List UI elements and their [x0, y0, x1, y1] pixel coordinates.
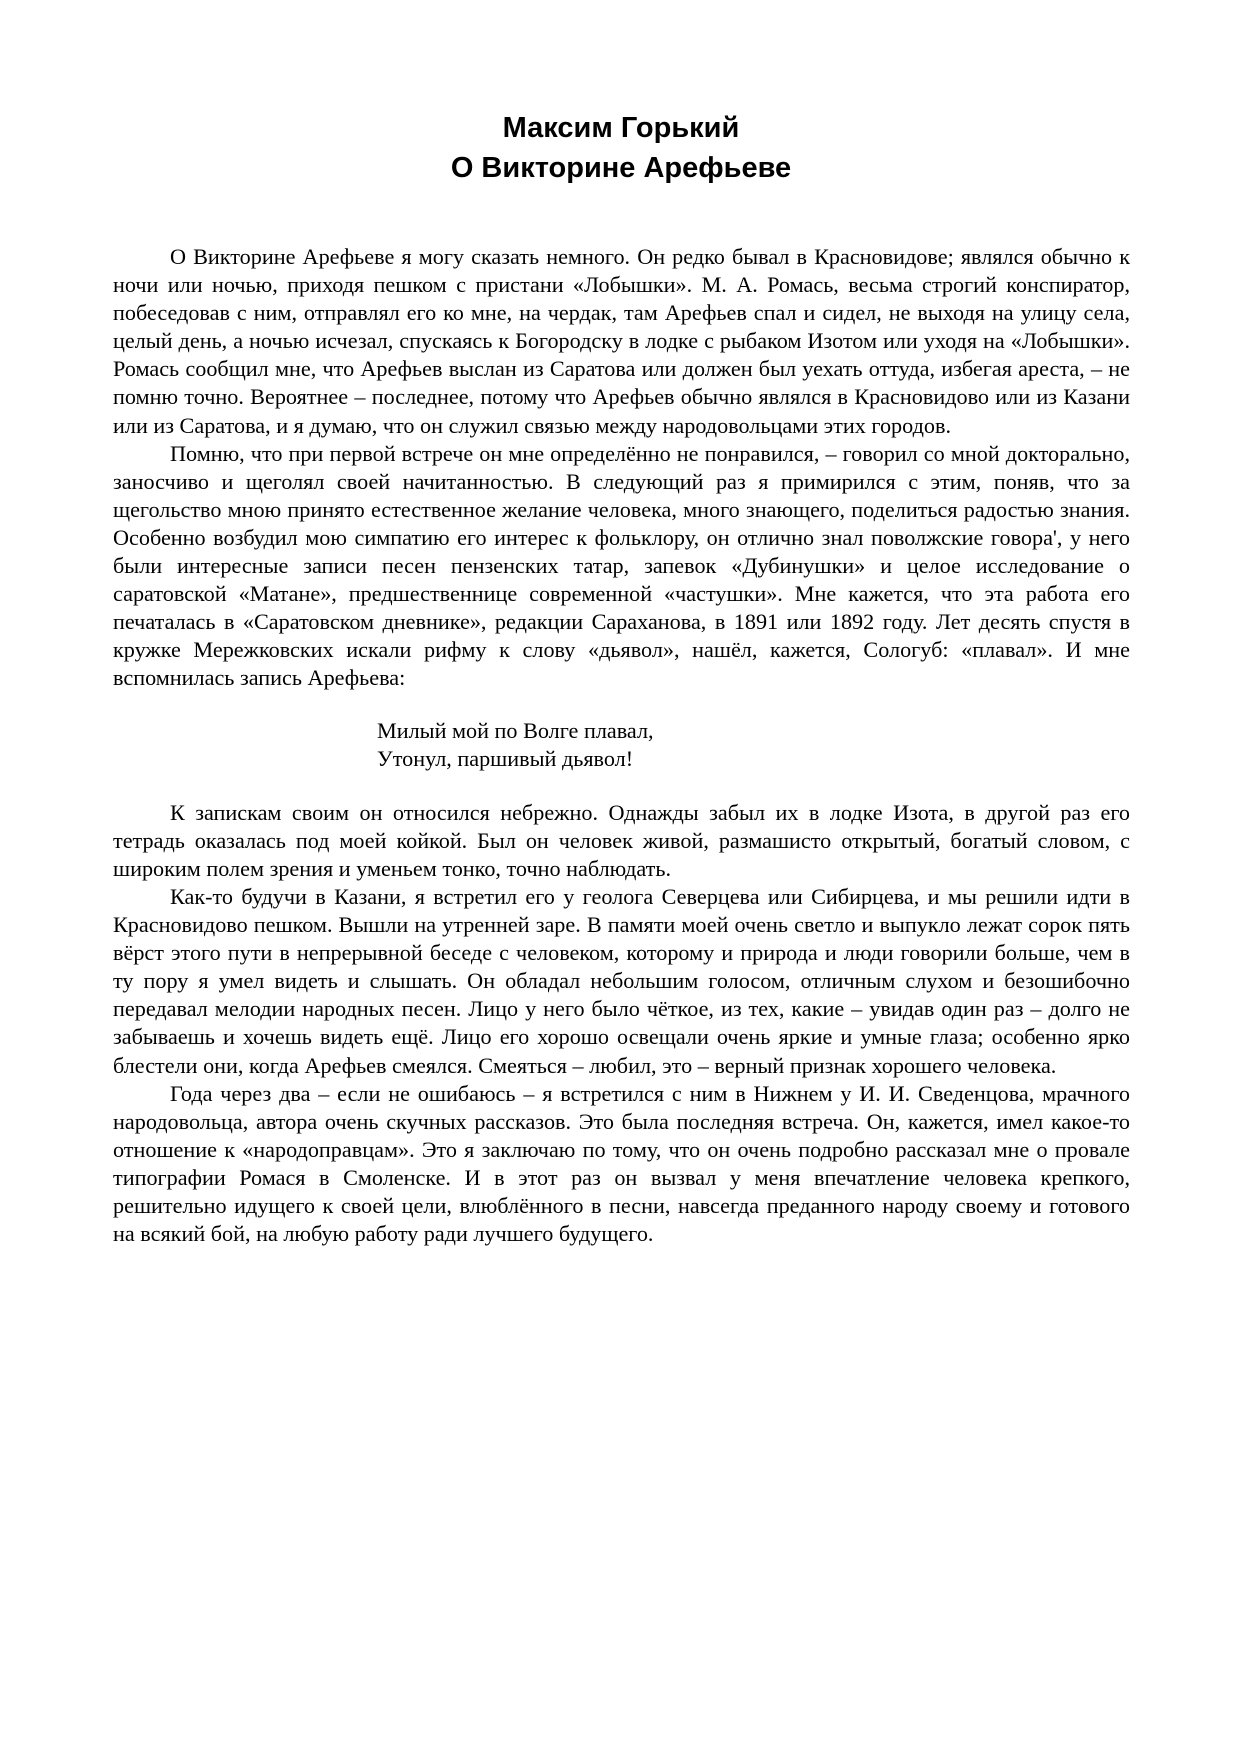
paragraph-5: Года через два – если не ошибаюсь – я встретился с ним в Нижнем у И. И. Сведенцова, мрачного народовольца, автора очень скучных рассказов. Это была последняя встреча. Он, кажется, имел какое-то отношение к «народоправцам». Это я заключаю по тому, что он очень подробно рассказал мне о провале типографии Ромася в Смоленске. И в этот раз он вызвал у меня впечатление человека крепкого, решительно идущего к своей цели, влюблённого в песни, навсегда преданного народу своему и готового на всякий бой, на любую работу ради лучшего будущего. [113, 1080, 1130, 1247]
poem-line-1: Милый мой по Волге плавал, [377, 717, 654, 743]
poem-quote [377, 717, 1130, 773]
paragraph-3: К запискам своим он относился небрежно. Однажды забыл их в лодке Изота, в другой раз его тетрадь оказалась под моей койкой. Был он человек живой, размашисто открытый, богатый словом, с широким полем зрения и уменьем тонко, точно наблюдать. [113, 799, 1130, 881]
document-body [113, 243, 1130, 1248]
poem-line-2: Утонул, паршивый дьявол! [377, 745, 634, 771]
paragraph-2: Помню, что при первой встрече он мне определённо не понравился, – говорил со мной докторально, заносчиво и щеголял своей начитанностью. В следующий раз я примирился с этим, поняв, что за щегольство мною принято естественное желание человека, много знающего, поделиться радостью знания. Особенно возбудил мою симпатию его интерес к фольклору, он отлично знал поволжские говора', у него были интересные записи песен пензенских татар, запевок «Дубинушки» и целое исследование о саратовской «Матане», предшественнице современной «частушки». Мне кажется, что эта работа его печаталась в «Саратовском дневнике», редакции Сараханова, в 1891 или 1892 году. Лет десять спустя в кружке Мережковских искали рифму к слову «дьявол», нашёл, кажется, Сологуб: «плавал». И мне вспомнилась запись Арефьева: [113, 440, 1130, 691]
paragraph-1: О Викторине Арефьеве я могу сказать немного. Он редко бывал в Красновидове; являлся обычно к ночи или ночью, приходя пешком с пристани «Лобышки». М. А. Ромась, весьма строгий конспиратор, побеседовав с ним, отправлял его ко мне, на чердак, там Арефьев спал и сидел, не выходя на улицу села, целый день, а ночью исчезал, спускаясь к Богородску в лодке с рыбаком Изотом или уходя на «Лобышки». Ромась сообщил мне, что Арефьев выслан из Саратова или должен был уехать оттуда, избегая ареста, – не помню точно. Вероятнее – последнее, потому что Арефьев обычно являлся в Красновидово или из Казани или из Саратова, и я думаю, что он служил связью между народовольцами этих городов. [113, 244, 1130, 438]
document-title: О Викторине Арефьеве [450, 152, 792, 184]
author-name: Максим Горький [502, 112, 740, 144]
paragraph-4: Как-то будучи в Казани, я встретил его у геолога Северцева или Сибирцева, и мы решили идти в Красновидово пешком. Вышли на утренней заре. В памяти моей очень светло и выпукло лежат сорок пять вёрст этого пути в непрерывной беседе с человеком, которому и природа и люди говорили больше, чем в ту пору я умел видеть и слышать. Он обладал небольшим голосом, отличным слухом и безошибочно передавал мелодии народных песен. Лицо у него было чёткое, из тех, какие – увидав один раз – долго не забываешь и хочешь видеть ещё. Лицо его хорошо освещали очень яркие и умные глаза; особенно ярко блестели они, когда Арефьев смеялся. Смеяться – любил, это – верный признак хорошего человека. [113, 883, 1130, 1078]
document-header [0, 108, 1242, 188]
